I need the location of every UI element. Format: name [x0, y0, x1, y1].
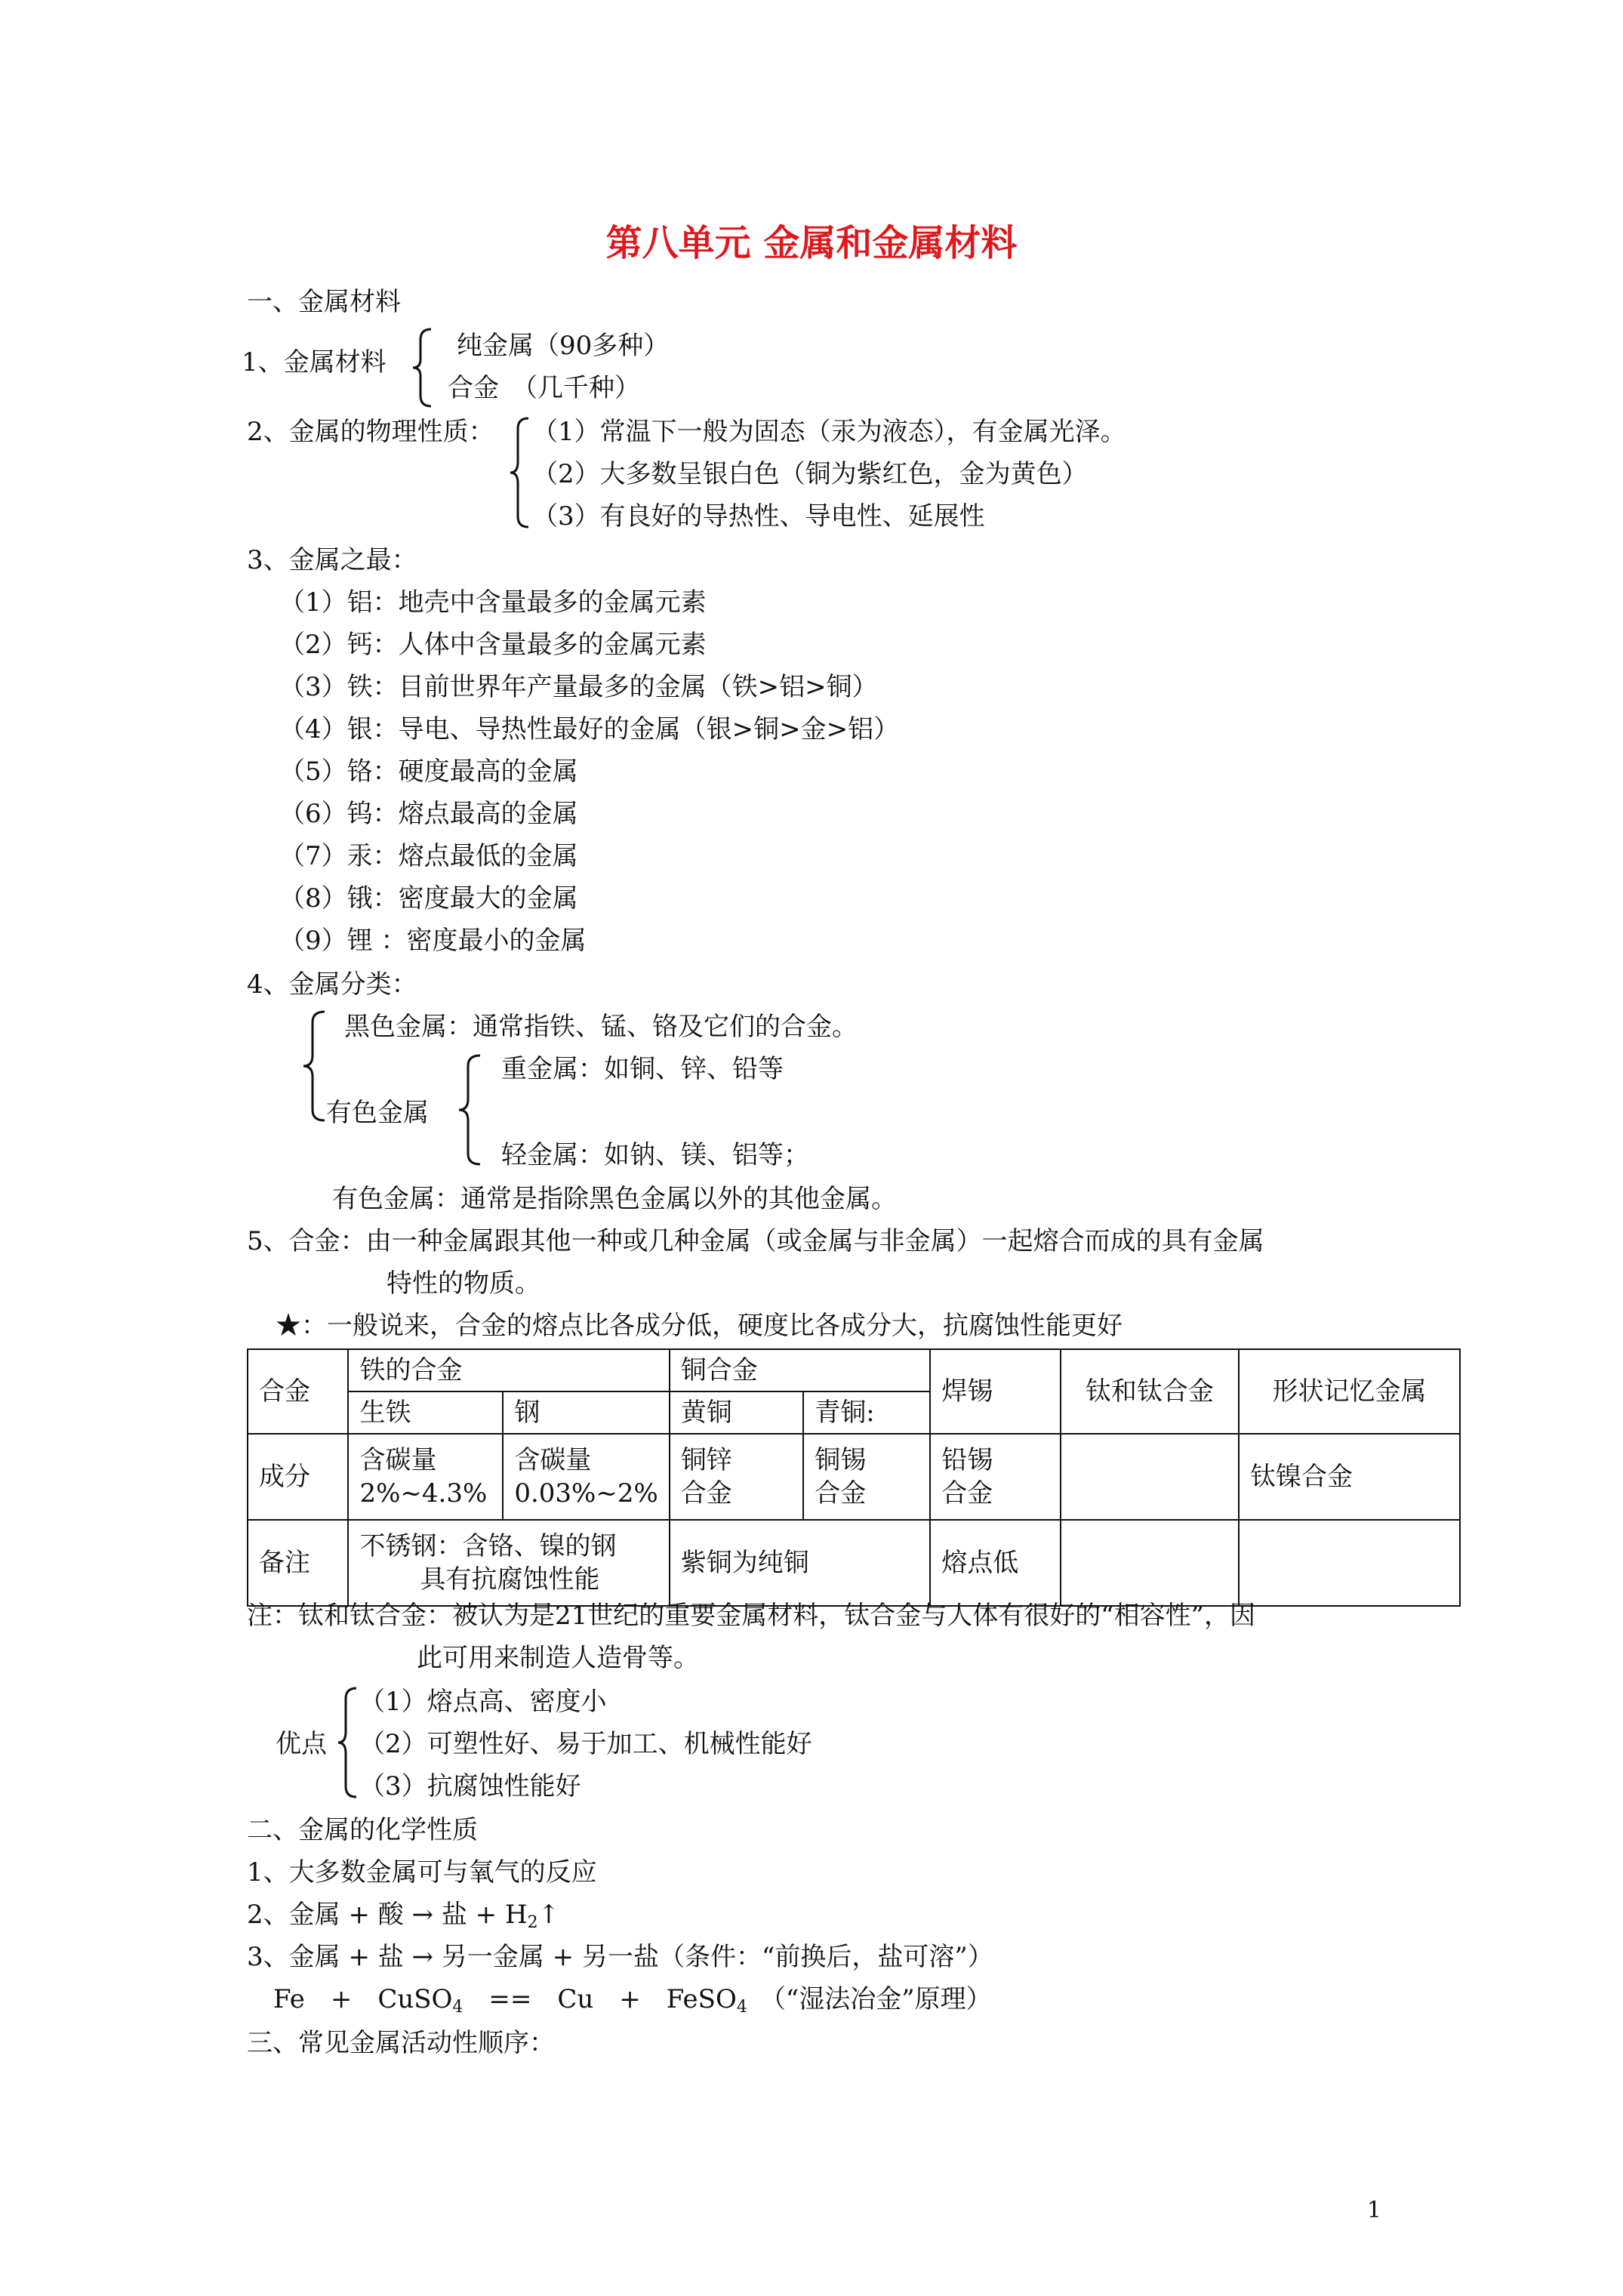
item-physical-properties-label: 2、金属的物理性质：	[247, 417, 494, 447]
superlative-item: （7）汞：熔点最低的金属	[279, 841, 578, 871]
superlative-item: （8）锇：密度最大的金属	[279, 883, 578, 914]
cell-line: 合金	[815, 1478, 867, 1509]
physical-property-1: （1）常温下一般为固态（汞为液态），有金属光泽。	[532, 417, 1126, 447]
physical-property-2: （2）大多数呈银白色（铜为紫红色，金为黄色）	[532, 459, 1088, 489]
brace-advantages	[337, 1685, 359, 1800]
section-heading-metal-materials: 一、金属材料	[247, 287, 401, 317]
table-header-bronze: 青铜:	[803, 1391, 930, 1434]
cell-line: 不锈钢：含铬、镍的钢	[359, 1531, 617, 1561]
table-cell-titanium-composition	[1061, 1434, 1239, 1520]
equation-iron-copper-sulfate	[273, 1983, 992, 2024]
superlative-item: （1）铝：地壳中含量最多的金属元素	[279, 587, 707, 618]
alloy-table	[247, 1348, 1461, 1607]
item-metal-materials-label: 1、金属材料	[242, 347, 387, 378]
subscript: 4	[452, 1998, 463, 2017]
item-metal-classification-label: 4、金属分类：	[247, 969, 417, 1000]
table-header-solder: 焊锡	[930, 1349, 1061, 1434]
table-header-titanium: 钛和钛合金	[1061, 1349, 1239, 1434]
table-header-steel: 钢	[503, 1391, 669, 1434]
reaction-acid	[247, 1898, 559, 1940]
superlative-item: （5）铬：硬度最高的金属	[279, 757, 578, 787]
equation-part: Fe + CuSO	[273, 1984, 453, 2014]
cell-line: 0.03%~2%	[514, 1478, 658, 1509]
alloy-count-text: 合金 （几千种）	[448, 373, 640, 403]
cell-line: 铜锌	[680, 1445, 732, 1475]
page-number: 1	[1366, 2197, 1381, 2224]
table-row-label-composition: 成分	[248, 1434, 348, 1520]
advantage-item: （1）熔点高、密度小	[359, 1687, 607, 1717]
brace-physical-properties	[509, 415, 531, 530]
table-header-shape-memory: 形状记忆金属	[1239, 1349, 1460, 1434]
table-cell-brass-composition	[670, 1434, 803, 1520]
nonferrous-metals-label: 有色金属	[326, 1098, 429, 1128]
table-cell-solder-note: 熔点低	[930, 1520, 1061, 1606]
section-heading-activity-series: 三、常见金属活动性顺序：	[247, 2028, 555, 2058]
advantage-item: （2）可塑性好、易于加工、机械性能好	[359, 1729, 812, 1759]
superlative-item: （2）钙：人体中含量最多的金属元素	[279, 630, 707, 660]
table-cell-bronze-composition	[803, 1434, 930, 1520]
nonferrous-definition: 有色金属：通常是指除黑色金属以外的其他金属。	[332, 1184, 897, 1214]
table-header-pig-iron: 生铁	[348, 1391, 503, 1434]
ferrous-metals-text: 黑色金属：通常指铁、锰、铬及它们的合金。	[344, 1012, 858, 1042]
table-header-iron-alloy: 铁的合金	[348, 1349, 669, 1391]
equation-part: （“湿法冶金”原理）	[747, 1984, 992, 2014]
cell-line: 铅锡	[941, 1445, 993, 1475]
titanium-note-line2: 此可用来制造人造骨等。	[417, 1643, 699, 1673]
heavy-metals-text: 重金属：如铜、锌、铅等	[501, 1054, 784, 1084]
reaction-acid-text: 2、金属 + 酸 → 盐 + H	[247, 1900, 528, 1930]
titanium-note-line1: 注：钛和钛合金：被认为是21世纪的重要金属材料，钛合金与人体有很好的“相容性”，因	[247, 1601, 1256, 1631]
cell-line: 合金	[680, 1478, 732, 1509]
cell-line: 铜锡	[815, 1445, 867, 1475]
table-cell-pig-iron-composition	[348, 1434, 503, 1520]
table-cell-steel-composition	[503, 1434, 669, 1520]
star-note: ★：一般说来，合金的熔点比各成分低，硬度比各成分大，抗腐蚀性能更好	[276, 1311, 1123, 1341]
cell-line: 合金	[941, 1478, 993, 1509]
table-header-alloy: 合金	[248, 1349, 348, 1434]
gas-arrow: ↑	[537, 1900, 560, 1930]
physical-property-3: （3）有良好的导热性、导电性、延展性	[532, 501, 985, 532]
page-title: 第八单元 金属和金属材料	[605, 222, 1018, 264]
table-header-brass: 黄铜	[670, 1391, 803, 1434]
subscript: 4	[736, 1998, 747, 2017]
cell-line: 含碳量	[514, 1445, 592, 1475]
superlative-item: （4）银：导电、导热性最好的金属（银>铜>金>铝）	[279, 714, 900, 744]
cell-line: 2%~4.3%	[359, 1478, 488, 1509]
alloy-definition-line2: 特性的物质。	[387, 1268, 540, 1299]
subscript: 2	[527, 1913, 538, 1932]
light-metals-text: 轻金属：如钠、镁、铝等；	[501, 1140, 809, 1170]
alloy-definition-line1: 5、合金：由一种金属跟其他一种或几种金属（或金属与非金属）一起熔合而成的具有金属	[247, 1226, 1264, 1256]
table-cell-iron-note	[348, 1520, 669, 1606]
advantage-item: （3）抗腐蚀性能好	[359, 1771, 581, 1801]
brace-nonferrous-metals	[456, 1052, 483, 1167]
advantages-label: 优点	[276, 1729, 327, 1759]
item-metal-superlatives-label: 3、金属之最：	[247, 545, 417, 575]
cell-line: 含碳量	[359, 1445, 437, 1475]
table-row-label-notes: 备注	[248, 1520, 348, 1606]
superlative-item: （9）锂 ：密度最小的金属	[279, 926, 587, 956]
brace-metal-materials	[411, 326, 434, 409]
cell-line: 具有抗腐蚀性能	[420, 1564, 600, 1595]
superlative-item: （3）铁：目前世界年产量最多的金属（铁>铝>铜）	[279, 672, 878, 702]
section-heading-chemical-properties: 二、金属的化学性质	[247, 1815, 478, 1845]
superlative-item: （6）钨：熔点最高的金属	[279, 799, 578, 829]
table-header-copper-alloy: 铜合金	[670, 1349, 930, 1391]
table-cell-solder-composition	[930, 1434, 1061, 1520]
table-cell-sma-composition: 钛镍合金	[1239, 1434, 1460, 1520]
table-cell-copper-note: 紫铜为纯铜	[670, 1520, 930, 1606]
reaction-salt: 3、金属 + 盐 → 另一金属 + 另一盐（条件：“前换后，盐可溶”）	[247, 1942, 993, 1972]
table-cell-sma-note	[1239, 1520, 1460, 1606]
equation-part: == Cu + FeSO	[463, 1984, 737, 2014]
pure-metal-text: 纯金属（90多种）	[457, 331, 670, 361]
brace-metal-classification	[300, 1009, 328, 1123]
reaction-oxygen: 1、大多数金属可与氧气的反应	[247, 1857, 597, 1888]
table-cell-titanium-note	[1061, 1520, 1239, 1606]
